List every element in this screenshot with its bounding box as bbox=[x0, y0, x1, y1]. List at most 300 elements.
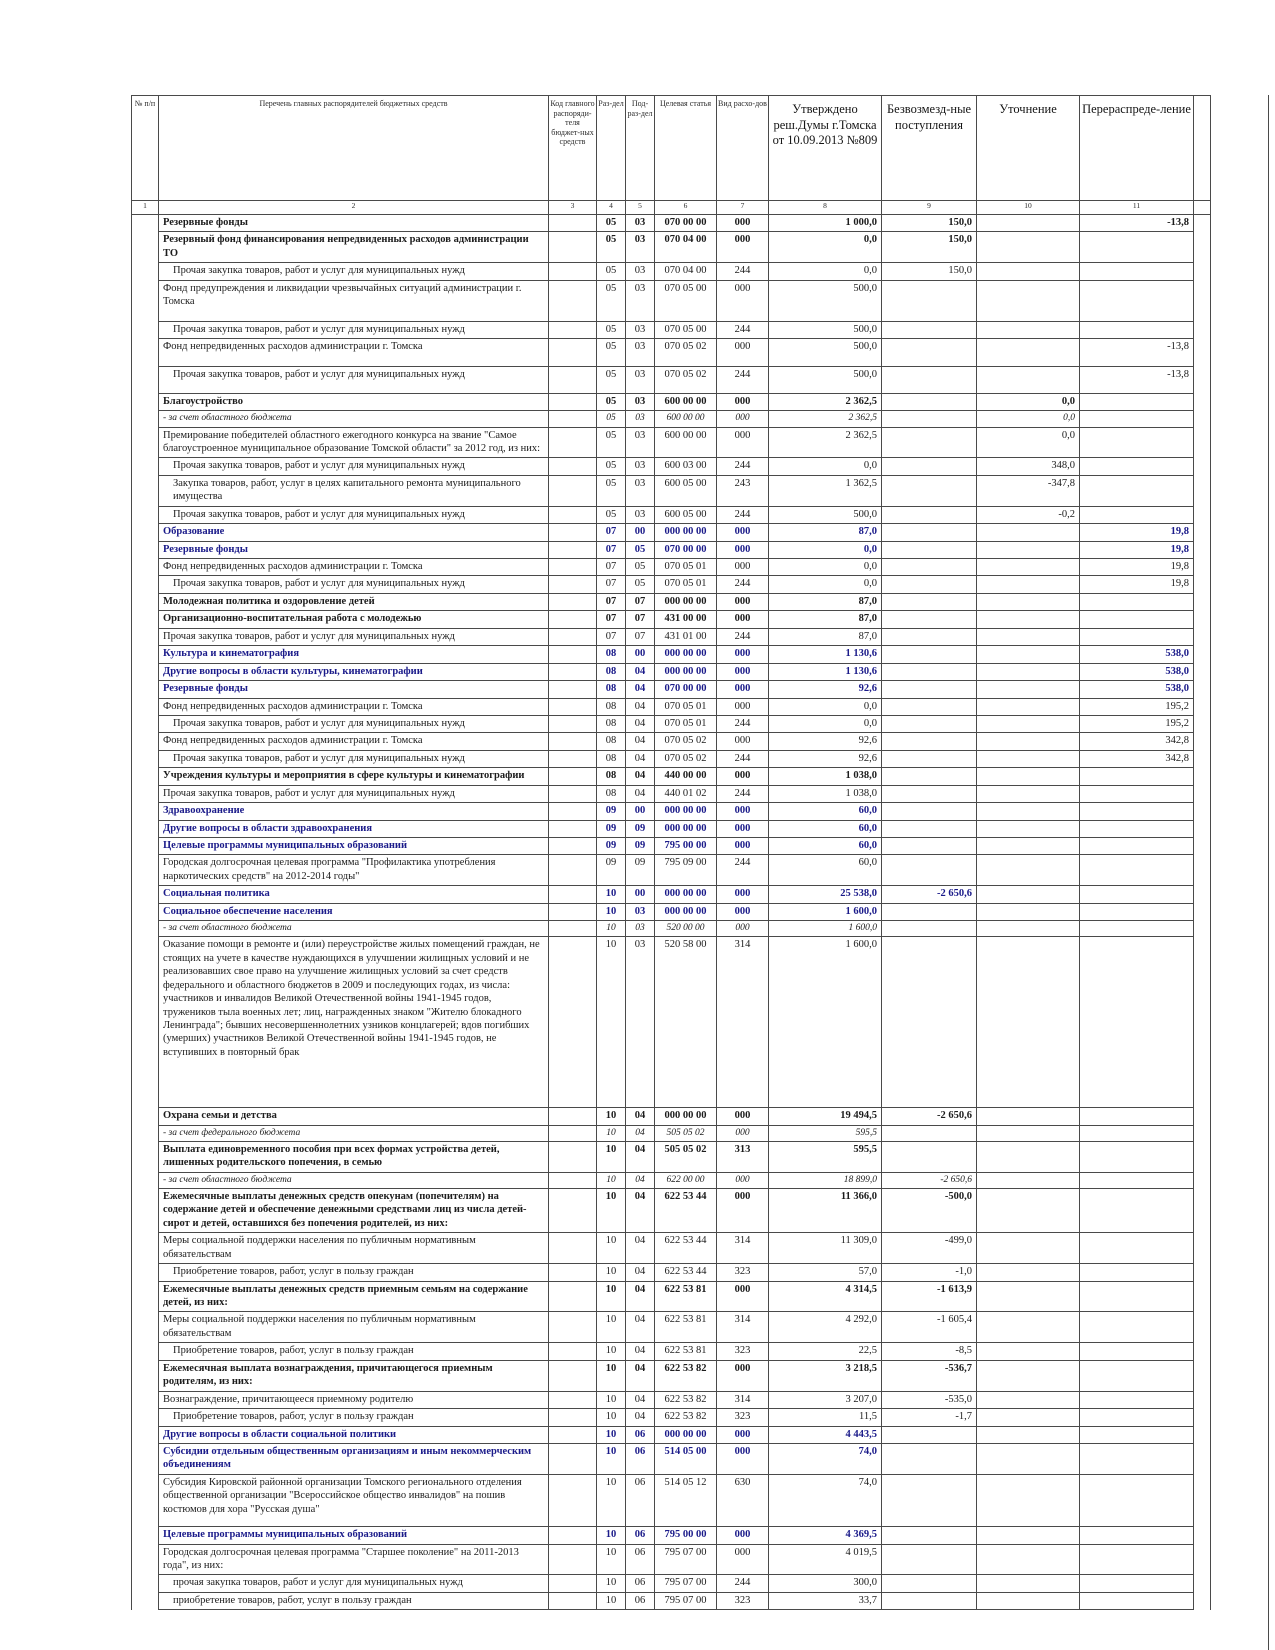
column-number: 4 bbox=[597, 201, 626, 215]
cell-adjustment: 0,0 bbox=[977, 427, 1080, 458]
cell-target-article: 000 00 00 bbox=[655, 646, 717, 663]
cell-cut bbox=[1194, 524, 1211, 541]
cell-grbs-code bbox=[549, 280, 597, 321]
table-row bbox=[132, 768, 1211, 785]
cell-podrazdel: 07 bbox=[626, 593, 655, 610]
column-number: 8 bbox=[769, 201, 882, 215]
cell-number bbox=[132, 506, 159, 523]
cell-podrazdel: 04 bbox=[626, 1233, 655, 1264]
cell-grbs-code bbox=[549, 803, 597, 820]
table-row bbox=[132, 1443, 1211, 1474]
cell-target-article: 431 01 00 bbox=[655, 628, 717, 645]
cell-adjustment: 0,0 bbox=[977, 411, 1080, 427]
cell-approved: 500,0 bbox=[769, 366, 882, 393]
table-row bbox=[132, 475, 1211, 506]
cell-adjustment bbox=[977, 559, 1080, 576]
cell-name: Фонд непредвиденных расходов администрации г. Томска bbox=[159, 339, 549, 366]
cell-gratuitous-receipts bbox=[882, 427, 977, 458]
cell-gratuitous-receipts bbox=[882, 937, 977, 1108]
cell-adjustment bbox=[977, 1391, 1080, 1408]
cell-grbs-code bbox=[549, 1443, 597, 1474]
cell-redistribution bbox=[1080, 593, 1194, 610]
table-row bbox=[132, 366, 1211, 393]
cell-adjustment bbox=[977, 541, 1080, 558]
cell-cut bbox=[1194, 1426, 1211, 1443]
cell-vid-rashodov: 314 bbox=[717, 1391, 769, 1408]
cell-target-article: 795 00 00 bbox=[655, 838, 717, 855]
cell-number bbox=[132, 475, 159, 506]
cell-adjustment bbox=[977, 937, 1080, 1108]
cell-vid-rashodov: 000 bbox=[717, 903, 769, 920]
cell-cut bbox=[1194, 855, 1211, 886]
cell-number bbox=[132, 855, 159, 886]
cell-gratuitous-receipts bbox=[882, 475, 977, 506]
cell-name: Приобретение товаров, работ, услуг в пользу граждан bbox=[159, 1343, 549, 1360]
cell-name: - за счет областного бюджета bbox=[159, 1172, 549, 1188]
cell-redistribution: 538,0 bbox=[1080, 663, 1194, 680]
cell-grbs-code bbox=[549, 715, 597, 732]
cell-redistribution: -13,8 bbox=[1080, 215, 1194, 232]
table-row bbox=[132, 1426, 1211, 1443]
cell-number bbox=[132, 921, 159, 937]
cell-gratuitous-receipts: -500,0 bbox=[882, 1188, 977, 1232]
cell-adjustment: 348,0 bbox=[977, 458, 1080, 475]
cell-name: Фонд непредвиденных расходов администрации г. Томска bbox=[159, 733, 549, 750]
cell-approved: 11 366,0 bbox=[769, 1188, 882, 1232]
cell-name: Культура и кинематография bbox=[159, 646, 549, 663]
cell-vid-rashodov: 000 bbox=[717, 1544, 769, 1575]
cell-name: Оказание помощи в ремонте и (или) переустройстве жилых помещений граждан, не стоящих на учете в качестве нуждающихся в улучшении жилищных условий и не реализовавших свое право на улучшение жилищных условий за счет средств федерального и областного бюджетов в 2009 и последующих годах, из числа: участников и инвалидов Великой Отечественной войны 1941-1945 годов, тружеников тыла военных лет; лиц, награжденных знаком "Жителю блокадного Ленинграда"; бывших несовершеннолетних узников концлагерей; вдов погибших (умерших) участников Великой Отечественной войны 1941-1945 годов, не вступивших в повторный брак bbox=[159, 937, 549, 1108]
cell-name: Городская долгосрочная целевая программа "Старшее поколение" на 2011-2013 года", из них: bbox=[159, 1544, 549, 1575]
cell-redistribution bbox=[1080, 768, 1194, 785]
cell-approved: 0,0 bbox=[769, 576, 882, 593]
cell-razdel: 10 bbox=[597, 1527, 626, 1544]
cell-vid-rashodov: 000 bbox=[717, 820, 769, 837]
cell-grbs-code bbox=[549, 1188, 597, 1232]
cell-number bbox=[132, 593, 159, 610]
cell-cut bbox=[1194, 475, 1211, 506]
cell-razdel: 10 bbox=[597, 1409, 626, 1426]
cell-number bbox=[132, 576, 159, 593]
cell-cut bbox=[1194, 937, 1211, 1108]
cell-name: приобретение товаров, работ, услуг в пользу граждан bbox=[159, 1592, 549, 1609]
cell-grbs-code bbox=[549, 1592, 597, 1609]
budget-table-body bbox=[132, 215, 1211, 1610]
cell-target-article: 070 00 00 bbox=[655, 541, 717, 558]
cell-cut bbox=[1194, 1527, 1211, 1544]
cell-redistribution bbox=[1080, 1233, 1194, 1264]
cell-adjustment bbox=[977, 1233, 1080, 1264]
cell-approved: 87,0 bbox=[769, 611, 882, 628]
cell-redistribution bbox=[1080, 903, 1194, 920]
cell-grbs-code bbox=[549, 1264, 597, 1281]
cell-podrazdel: 06 bbox=[626, 1544, 655, 1575]
cell-podrazdel: 03 bbox=[626, 280, 655, 321]
cell-podrazdel: 03 bbox=[626, 411, 655, 427]
cell-vid-rashodov: 000 bbox=[717, 681, 769, 698]
cell-podrazdel: 05 bbox=[626, 559, 655, 576]
cell-vid-rashodov: 000 bbox=[717, 393, 769, 410]
table-row bbox=[132, 1264, 1211, 1281]
cell-razdel: 05 bbox=[597, 280, 626, 321]
cell-adjustment bbox=[977, 1172, 1080, 1188]
table-row bbox=[132, 1125, 1211, 1141]
cell-podrazdel: 04 bbox=[626, 768, 655, 785]
cell-approved: 1 000,0 bbox=[769, 215, 882, 232]
cell-redistribution bbox=[1080, 1575, 1194, 1592]
cell-target-article: 070 05 01 bbox=[655, 715, 717, 732]
cell-redistribution bbox=[1080, 1343, 1194, 1360]
table-row bbox=[132, 1312, 1211, 1343]
cell-podrazdel: 06 bbox=[626, 1527, 655, 1544]
cell-target-article: 440 00 00 bbox=[655, 768, 717, 785]
cell-gratuitous-receipts bbox=[882, 1575, 977, 1592]
cell-number bbox=[132, 458, 159, 475]
cell-approved: 0,0 bbox=[769, 458, 882, 475]
cell-name: Охрана семьи и детства bbox=[159, 1108, 549, 1125]
cell-number bbox=[132, 1188, 159, 1232]
cell-target-article: 505 05 02 bbox=[655, 1141, 717, 1172]
cell-adjustment bbox=[977, 698, 1080, 715]
cell-gratuitous-receipts bbox=[882, 715, 977, 732]
cell-adjustment bbox=[977, 750, 1080, 767]
cell-target-article: 520 58 00 bbox=[655, 937, 717, 1108]
cell-number bbox=[132, 750, 159, 767]
cell-razdel: 05 bbox=[597, 263, 626, 280]
cell-razdel: 08 bbox=[597, 768, 626, 785]
table-row bbox=[132, 1281, 1211, 1312]
cell-adjustment bbox=[977, 1544, 1080, 1575]
cell-number bbox=[132, 393, 159, 410]
cell-number bbox=[132, 886, 159, 903]
table-row bbox=[132, 263, 1211, 280]
cell-vid-rashodov: 314 bbox=[717, 1312, 769, 1343]
cell-redistribution bbox=[1080, 803, 1194, 820]
cell-razdel: 10 bbox=[597, 1172, 626, 1188]
cell-podrazdel: 03 bbox=[626, 427, 655, 458]
cell-number bbox=[132, 1474, 159, 1526]
cell-cut bbox=[1194, 921, 1211, 937]
cell-podrazdel: 07 bbox=[626, 611, 655, 628]
cell-target-article: 795 00 00 bbox=[655, 1527, 717, 1544]
cell-gratuitous-receipts: -499,0 bbox=[882, 1233, 977, 1264]
cell-cut bbox=[1194, 280, 1211, 321]
column-number-row bbox=[132, 201, 1211, 215]
cell-razdel: 08 bbox=[597, 681, 626, 698]
cell-target-article: 622 53 44 bbox=[655, 1264, 717, 1281]
cell-cut bbox=[1194, 663, 1211, 680]
cell-approved: 4 019,5 bbox=[769, 1544, 882, 1575]
cell-adjustment bbox=[977, 1474, 1080, 1526]
cell-approved: 0,0 bbox=[769, 559, 882, 576]
cell-name: Социальная политика bbox=[159, 886, 549, 903]
column-number: 7 bbox=[717, 201, 769, 215]
cell-cut bbox=[1194, 733, 1211, 750]
cell-cut bbox=[1194, 215, 1211, 232]
cell-approved: 300,0 bbox=[769, 1575, 882, 1592]
cell-grbs-code bbox=[549, 1409, 597, 1426]
cell-target-article: 000 00 00 bbox=[655, 663, 717, 680]
cell-grbs-code bbox=[549, 1527, 597, 1544]
cell-razdel: 10 bbox=[597, 1592, 626, 1609]
cell-redistribution bbox=[1080, 1312, 1194, 1343]
table-row bbox=[132, 280, 1211, 321]
cell-target-article: 070 05 00 bbox=[655, 280, 717, 321]
cell-redistribution bbox=[1080, 886, 1194, 903]
cell-vid-rashodov: 000 bbox=[717, 280, 769, 321]
cell-podrazdel: 05 bbox=[626, 541, 655, 558]
cell-adjustment: -0,2 bbox=[977, 506, 1080, 523]
column-header-approved: Утверждено реш.Думы г.Томска от 10.09.2013 №809 bbox=[769, 96, 882, 201]
header-row bbox=[132, 96, 1211, 201]
cell-number bbox=[132, 733, 159, 750]
cell-cut bbox=[1194, 1141, 1211, 1172]
cell-razdel: 05 bbox=[597, 411, 626, 427]
cell-approved: 60,0 bbox=[769, 838, 882, 855]
cell-name: прочая закупка товаров, работ и услуг для муниципальных нужд bbox=[159, 1575, 549, 1592]
cell-razdel: 10 bbox=[597, 1312, 626, 1343]
cell-razdel: 08 bbox=[597, 646, 626, 663]
cell-razdel: 07 bbox=[597, 611, 626, 628]
cell-vid-rashodov: 000 bbox=[717, 1108, 769, 1125]
cell-approved: 0,0 bbox=[769, 698, 882, 715]
table-row bbox=[132, 321, 1211, 338]
table-row bbox=[132, 458, 1211, 475]
cell-vid-rashodov: 000 bbox=[717, 1426, 769, 1443]
cell-cut bbox=[1194, 1575, 1211, 1592]
cell-razdel: 10 bbox=[597, 1233, 626, 1264]
cell-razdel: 10 bbox=[597, 921, 626, 937]
cell-gratuitous-receipts bbox=[882, 366, 977, 393]
cell-number bbox=[132, 427, 159, 458]
cell-vid-rashodov: 314 bbox=[717, 1233, 769, 1264]
cell-grbs-code bbox=[549, 1281, 597, 1312]
cell-redistribution: 19,8 bbox=[1080, 576, 1194, 593]
column-header-razdel: Раз-дел bbox=[597, 96, 626, 201]
cell-vid-rashodov: 314 bbox=[717, 937, 769, 1108]
cell-gratuitous-receipts bbox=[882, 1474, 977, 1526]
cell-podrazdel: 00 bbox=[626, 803, 655, 820]
column-header-name: Перечень главных распорядителей бюджетных средств bbox=[159, 96, 549, 201]
cell-target-article: 622 00 00 bbox=[655, 1172, 717, 1188]
cell-vid-rashodov: 000 bbox=[717, 339, 769, 366]
cell-approved: 1 600,0 bbox=[769, 903, 882, 920]
cell-gratuitous-receipts: -535,0 bbox=[882, 1391, 977, 1408]
cell-redistribution bbox=[1080, 263, 1194, 280]
cell-razdel: 10 bbox=[597, 1188, 626, 1232]
cell-podrazdel: 09 bbox=[626, 820, 655, 837]
cell-gratuitous-receipts bbox=[882, 768, 977, 785]
table-row bbox=[132, 1592, 1211, 1609]
cell-approved: 500,0 bbox=[769, 280, 882, 321]
cell-razdel: 10 bbox=[597, 1125, 626, 1141]
cell-podrazdel: 05 bbox=[626, 576, 655, 593]
cell-number bbox=[132, 1360, 159, 1391]
cell-grbs-code bbox=[549, 524, 597, 541]
column-number: 10 bbox=[977, 201, 1080, 215]
cell-number bbox=[132, 646, 159, 663]
cell-name: Фонд непредвиденных расходов администрации г. Томска bbox=[159, 698, 549, 715]
cell-cut bbox=[1194, 1172, 1211, 1188]
cell-razdel: 10 bbox=[597, 903, 626, 920]
cell-gratuitous-receipts bbox=[882, 506, 977, 523]
cell-vid-rashodov: 244 bbox=[717, 263, 769, 280]
cell-adjustment bbox=[977, 339, 1080, 366]
cell-razdel: 05 bbox=[597, 366, 626, 393]
cell-approved: 74,0 bbox=[769, 1474, 882, 1526]
cell-grbs-code bbox=[549, 628, 597, 645]
cell-grbs-code bbox=[549, 733, 597, 750]
cell-approved: 0,0 bbox=[769, 541, 882, 558]
cell-razdel: 10 bbox=[597, 1544, 626, 1575]
table-row bbox=[132, 628, 1211, 645]
cell-vid-rashodov: 244 bbox=[717, 458, 769, 475]
cell-adjustment bbox=[977, 715, 1080, 732]
cell-gratuitous-receipts bbox=[882, 593, 977, 610]
cell-approved: 60,0 bbox=[769, 820, 882, 837]
cell-vid-rashodov: 000 bbox=[717, 541, 769, 558]
cell-name: Учреждения культуры и мероприятия в сфере культуры и кинематографии bbox=[159, 768, 549, 785]
cell-name: Премирование победителей областного ежегодного конкурса на звание "Самое благоустроенное муниципальное образование Томской области" за 2012 год, из них: bbox=[159, 427, 549, 458]
cell-number bbox=[132, 339, 159, 366]
cell-name: Меры социальной поддержки населения по публичным нормативным обязательствам bbox=[159, 1312, 549, 1343]
cell-razdel: 10 bbox=[597, 1108, 626, 1125]
cell-target-article: 000 00 00 bbox=[655, 1426, 717, 1443]
cell-razdel: 08 bbox=[597, 698, 626, 715]
cell-grbs-code bbox=[549, 215, 597, 232]
table-row bbox=[132, 1409, 1211, 1426]
cell-approved: 60,0 bbox=[769, 803, 882, 820]
column-header-gratuitous-receipts: Безвозмезд-ные поступления bbox=[882, 96, 977, 201]
cell-podrazdel: 04 bbox=[626, 1264, 655, 1281]
cell-adjustment bbox=[977, 1527, 1080, 1544]
cell-approved: 74,0 bbox=[769, 1443, 882, 1474]
cell-vid-rashodov: 323 bbox=[717, 1343, 769, 1360]
table-row bbox=[132, 886, 1211, 903]
cell-adjustment bbox=[977, 1141, 1080, 1172]
cell-gratuitous-receipts bbox=[882, 458, 977, 475]
cell-razdel: 05 bbox=[597, 475, 626, 506]
cell-cut bbox=[1194, 1108, 1211, 1125]
cell-cut bbox=[1194, 232, 1211, 263]
cell-adjustment bbox=[977, 280, 1080, 321]
cell-podrazdel: 03 bbox=[626, 475, 655, 506]
cell-name: Субсидия Кировской районной организации Томского регионального отделения общественной организации "Всероссийское общество инвалидов" на пошив костюмов для хора "Русская душа" bbox=[159, 1474, 549, 1526]
cell-name: Образование bbox=[159, 524, 549, 541]
cell-grbs-code bbox=[549, 593, 597, 610]
cell-number bbox=[132, 698, 159, 715]
cell-redistribution bbox=[1080, 232, 1194, 263]
cell-approved: 18 899,0 bbox=[769, 1172, 882, 1188]
cell-vid-rashodov: 244 bbox=[717, 855, 769, 886]
cell-redistribution: 19,8 bbox=[1080, 559, 1194, 576]
cell-gratuitous-receipts: -1,0 bbox=[882, 1264, 977, 1281]
cell-target-article: 622 53 44 bbox=[655, 1188, 717, 1232]
cell-number bbox=[132, 232, 159, 263]
cell-gratuitous-receipts: -8,5 bbox=[882, 1343, 977, 1360]
cell-grbs-code bbox=[549, 1575, 597, 1592]
cell-redistribution bbox=[1080, 1426, 1194, 1443]
table-row bbox=[132, 937, 1211, 1108]
cell-grbs-code bbox=[549, 1141, 597, 1172]
table-row bbox=[132, 646, 1211, 663]
table-row bbox=[132, 427, 1211, 458]
cell-target-article: 070 05 02 bbox=[655, 733, 717, 750]
cell-podrazdel: 03 bbox=[626, 937, 655, 1108]
cell-target-article: 622 53 82 bbox=[655, 1409, 717, 1426]
cell-adjustment bbox=[977, 646, 1080, 663]
cell-razdel: 05 bbox=[597, 339, 626, 366]
cell-cut bbox=[1194, 1264, 1211, 1281]
cell-name: Городская долгосрочная целевая программа "Профилактика употребления наркотических средств" на 2012-2014 годы" bbox=[159, 855, 549, 886]
cell-name: Прочая закупка товаров, работ и услуг для муниципальных нужд bbox=[159, 628, 549, 645]
cell-redistribution: 342,8 bbox=[1080, 750, 1194, 767]
cell-approved: 4 369,5 bbox=[769, 1527, 882, 1544]
budget-table bbox=[131, 95, 1211, 1610]
table-row bbox=[132, 1391, 1211, 1408]
cell-podrazdel: 00 bbox=[626, 886, 655, 903]
column-header-grbs-code: Код главного распоряди-теля бюджет-ных средств bbox=[549, 96, 597, 201]
table-row bbox=[132, 750, 1211, 767]
cell-vid-rashodov: 313 bbox=[717, 1141, 769, 1172]
cell-redistribution bbox=[1080, 506, 1194, 523]
table-row bbox=[132, 803, 1211, 820]
cell-razdel: 07 bbox=[597, 593, 626, 610]
cell-name: Благоустройство bbox=[159, 393, 549, 410]
cell-target-article: 000 00 00 bbox=[655, 593, 717, 610]
cell-vid-rashodov: 000 bbox=[717, 838, 769, 855]
cell-grbs-code bbox=[549, 263, 597, 280]
cell-podrazdel: 04 bbox=[626, 681, 655, 698]
cell-grbs-code bbox=[549, 768, 597, 785]
cell-adjustment bbox=[977, 1264, 1080, 1281]
cell-name: Резервные фонды bbox=[159, 681, 549, 698]
cell-podrazdel: 04 bbox=[626, 750, 655, 767]
cell-cut bbox=[1194, 366, 1211, 393]
cell-gratuitous-receipts bbox=[882, 559, 977, 576]
cell-adjustment bbox=[977, 1125, 1080, 1141]
cell-redistribution bbox=[1080, 1125, 1194, 1141]
cell-redistribution bbox=[1080, 820, 1194, 837]
cell-name: Организационно-воспитательная работа с молодежью bbox=[159, 611, 549, 628]
cell-gratuitous-receipts bbox=[882, 628, 977, 645]
cell-razdel: 10 bbox=[597, 1281, 626, 1312]
table-row bbox=[132, 1188, 1211, 1232]
cell-name: Другие вопросы в области здравоохранения bbox=[159, 820, 549, 837]
table-row bbox=[132, 393, 1211, 410]
cell-gratuitous-receipts bbox=[882, 785, 977, 802]
cell-grbs-code bbox=[549, 838, 597, 855]
table-row bbox=[132, 524, 1211, 541]
cell-gratuitous-receipts bbox=[882, 838, 977, 855]
cell-cut bbox=[1194, 339, 1211, 366]
cell-gratuitous-receipts bbox=[882, 1443, 977, 1474]
cell-grbs-code bbox=[549, 937, 597, 1108]
cell-redistribution bbox=[1080, 1474, 1194, 1526]
cell-gratuitous-receipts bbox=[882, 803, 977, 820]
cell-target-article: 000 00 00 bbox=[655, 803, 717, 820]
cell-target-article: 070 05 02 bbox=[655, 750, 717, 767]
cell-target-article: 514 05 12 bbox=[655, 1474, 717, 1526]
cell-vid-rashodov: 000 bbox=[717, 427, 769, 458]
cell-number bbox=[132, 1108, 159, 1125]
cell-approved: 2 362,5 bbox=[769, 411, 882, 427]
cell-cut bbox=[1194, 838, 1211, 855]
cell-podrazdel: 04 bbox=[626, 1360, 655, 1391]
cell-gratuitous-receipts: -1,7 bbox=[882, 1409, 977, 1426]
cell-grbs-code bbox=[549, 339, 597, 366]
cell-number bbox=[132, 768, 159, 785]
